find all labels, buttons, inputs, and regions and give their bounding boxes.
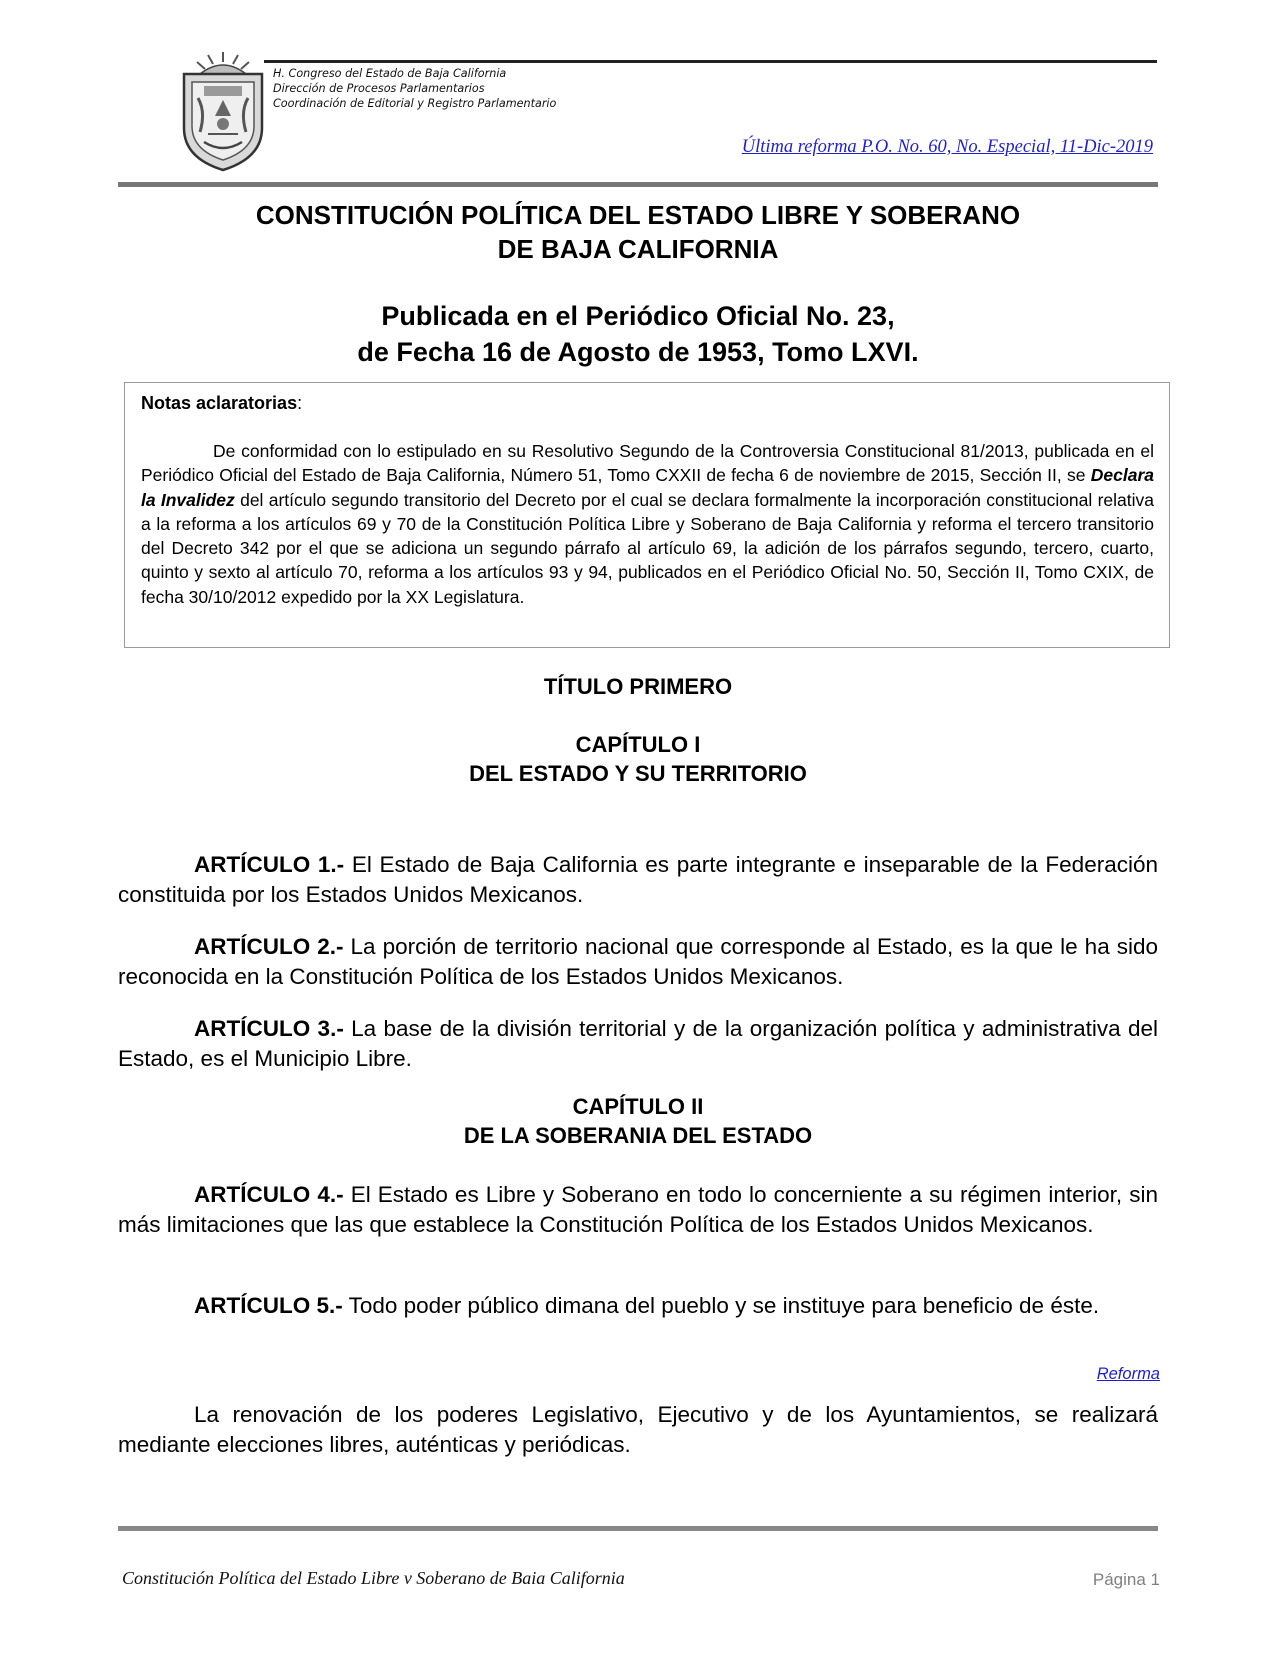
- article-4-text: El Estado es Libre y Soberano en todo lo concerniente a su régimen interior, sin más limitaciones que las que establece la Constitución Política de los Estados Unidos Mexicanos.: [118, 1182, 1158, 1237]
- header-top-rule: [264, 60, 1157, 63]
- document-title-line-1: CONSTITUCIÓN POLÍTICA DEL ESTADO LIBRE Y SOBERANO: [255, 200, 1021, 230]
- article-2-label: ARTÍCULO 2.-: [194, 934, 344, 959]
- article-5-paragraph-2: La renovación de los poderes Legislativo, Ejecutivo y de los Ayuntamientos, se realizará mediante elecciones libres, auténticas y periódicas.: [118, 1402, 1158, 1457]
- issuing-organization: [273, 66, 556, 111]
- titulo-heading: TÍTULO PRIMERO: [543, 674, 733, 699]
- notes-body-end: del artículo segundo transitorio del Decreto por el cual se declara formalmente la incorporación constitucional relativa a la reforma a los artículos 69 y 70 de la Constitución Política Libre y Soberano de Baja California y reforma el tercero transitorio del Decreto 342 por el que se adiciona un segundo párrafo al artículo 69, la adición de los párrafos segundo, tercero, cuarto, quinto y sexto al artículo 70, reforma a los artículos 93 y 94, publicados en el Periódico Oficial No. 50, Sección II, Tomo CXIX, de fecha 30/10/2012 expedido por la XX Legislatura.: [141, 489, 1154, 607]
- article-5-text: Todo poder público dimana del pueblo y se instituye para beneficio de éste.: [342, 1293, 1100, 1318]
- article-3-text: La base de la división territorial y de la organización política y administrativa del Estado, es el Municipio Libre.: [118, 1016, 1159, 1071]
- last-reform-link[interactable]: Última reforma P.O. No. 60, No. Especial, 11-Dic-2019: [741, 137, 1153, 157]
- notes-heading: [141, 393, 302, 414]
- notes-heading-label: Notas aclaratorias: [141, 393, 298, 413]
- chapter-2-name: DE LA SOBERANIA DEL ESTADO: [463, 1123, 813, 1148]
- chapter-1-name: DEL ESTADO Y SU TERRITORIO: [469, 761, 807, 786]
- footer-rule: [118, 1526, 1158, 1531]
- chapter-1-label: CAPÍTULO I: [575, 732, 701, 757]
- chapter-2-label: CAPÍTULO II: [572, 1094, 704, 1119]
- article-3-label: ARTÍCULO 3.-: [194, 1016, 344, 1041]
- footer-document-name: Constitución Política del Estado Libre v Soberano de Baia California: [122, 1568, 625, 1588]
- article-2-text: La porción de territorio nacional que corresponde al Estado, es la que le ha sido reconocida en la Constitución Política de los Estados Unidos Mexicanos.: [118, 934, 1158, 989]
- reforma-link[interactable]: Reforma: [1096, 1365, 1160, 1383]
- baja-california-coat-of-arms-icon: [178, 50, 268, 174]
- notes-heading-colon: :: [297, 393, 303, 413]
- article-3: [118, 1014, 1158, 1073]
- document-title: [118, 198, 1158, 266]
- publication-line-1: Publicada en el Periódico Oficial No. 23,: [381, 301, 895, 331]
- header-bottom-rule: [118, 182, 1158, 187]
- org-line-coordination: Coordinación de Editorial y Registro Parlamentario: [273, 97, 557, 110]
- notes-body: [141, 439, 1154, 609]
- article-4-label: ARTÍCULO 4.-: [194, 1182, 344, 1207]
- page-number: Página 1: [1092, 1570, 1160, 1589]
- org-line-congress: H. Congreso del Estado de Baja California: [273, 67, 507, 80]
- article-5: [118, 1291, 1158, 1321]
- article-5-label: ARTÍCULO 5.-: [194, 1293, 343, 1318]
- article-4: [118, 1180, 1158, 1239]
- notes-body-start: De conformidad con lo estipulado en su Resolutivo Segundo de la Controversia Constitucional 81/2013, publicada en el Periódico Oficial del Estado de Baja California, Número 51, Tomo CXXII de fecha 6 de noviembre de 2015, Sección II, se: [141, 441, 1154, 486]
- article-1-text: El Estado de Baja California es parte integrante e inseparable de la Federación constituida por los Estados Unidos Mexicanos.: [118, 852, 1158, 907]
- article-1-label: ARTÍCULO 1.-: [194, 852, 345, 877]
- publication-line-2: de Fecha 16 de Agosto de 1953, Tomo LXVI.: [357, 337, 919, 367]
- article-2: [118, 932, 1158, 991]
- publication-info: [118, 298, 1158, 370]
- clarifying-notes-box: [124, 382, 1170, 648]
- article-1: [118, 850, 1158, 909]
- org-line-direction: Dirección de Procesos Parlamentarios: [273, 82, 485, 95]
- notes-invalidity-emphasis: Declara la Invalidez: [141, 465, 1154, 510]
- document-title-line-2: DE BAJA CALIFORNIA: [497, 234, 779, 264]
